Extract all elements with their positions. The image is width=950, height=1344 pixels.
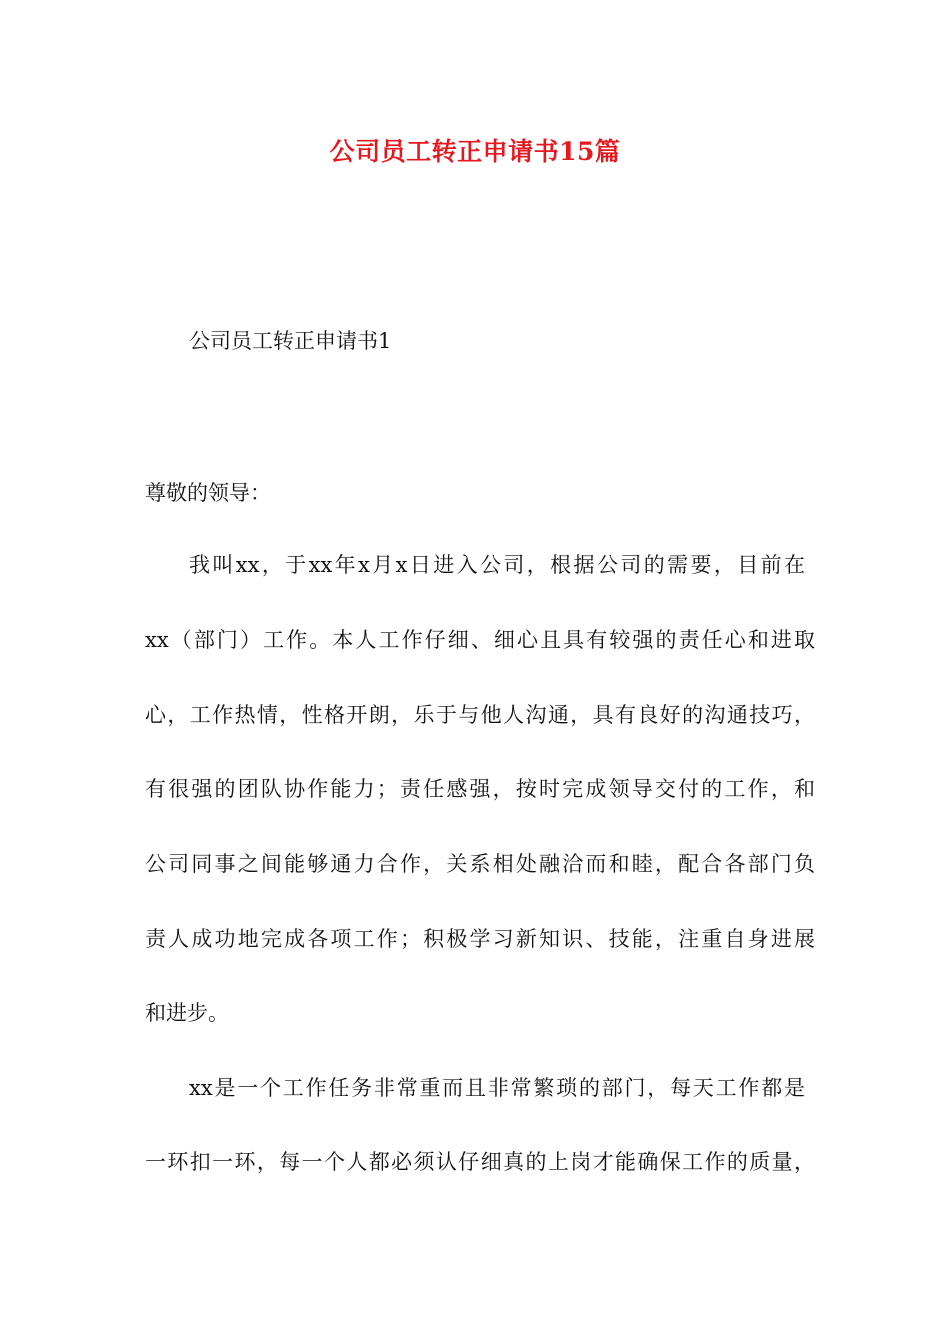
paragraph-1-line: 有很强的团队协作能力；责任感强，按时完成领导交付的工作，和	[145, 777, 815, 801]
paragraph-1-line: 心，工作热情，性格开朗，乐于与他人沟通，具有良好的沟通技巧，	[145, 703, 815, 727]
section-heading: 公司员工转正申请书1	[189, 329, 392, 353]
paragraph-1-line: 公司同事之间能够通力合作，关系相处融洽而和睦，配合各部门负	[145, 852, 815, 876]
paragraph-1-line: 和进步。	[145, 1001, 229, 1025]
paragraph-2-line: 一环扣一环，每一个人都必须认仔细真的上岗才能确保工作的质量，	[145, 1150, 815, 1174]
paragraph-1-line: xx（部门）工作。本人工作仔细、细心且具有较强的责任心和进取	[145, 628, 815, 652]
salutation: 尊敬的领导：	[145, 481, 271, 505]
paragraph-1-line: 责人成功地完成各项工作；积极学习新知识、技能，注重自身进展	[145, 927, 815, 951]
paragraph-1-line: 我叫xx，于xx年x月x日进入公司，根据公司的需要，目前在	[189, 553, 805, 577]
document-title: 公司员工转正申请书15篇	[329, 137, 621, 166]
paragraph-2-line: xx是一个工作任务非常重而且非常繁琐的部门，每天工作都是	[189, 1076, 805, 1100]
